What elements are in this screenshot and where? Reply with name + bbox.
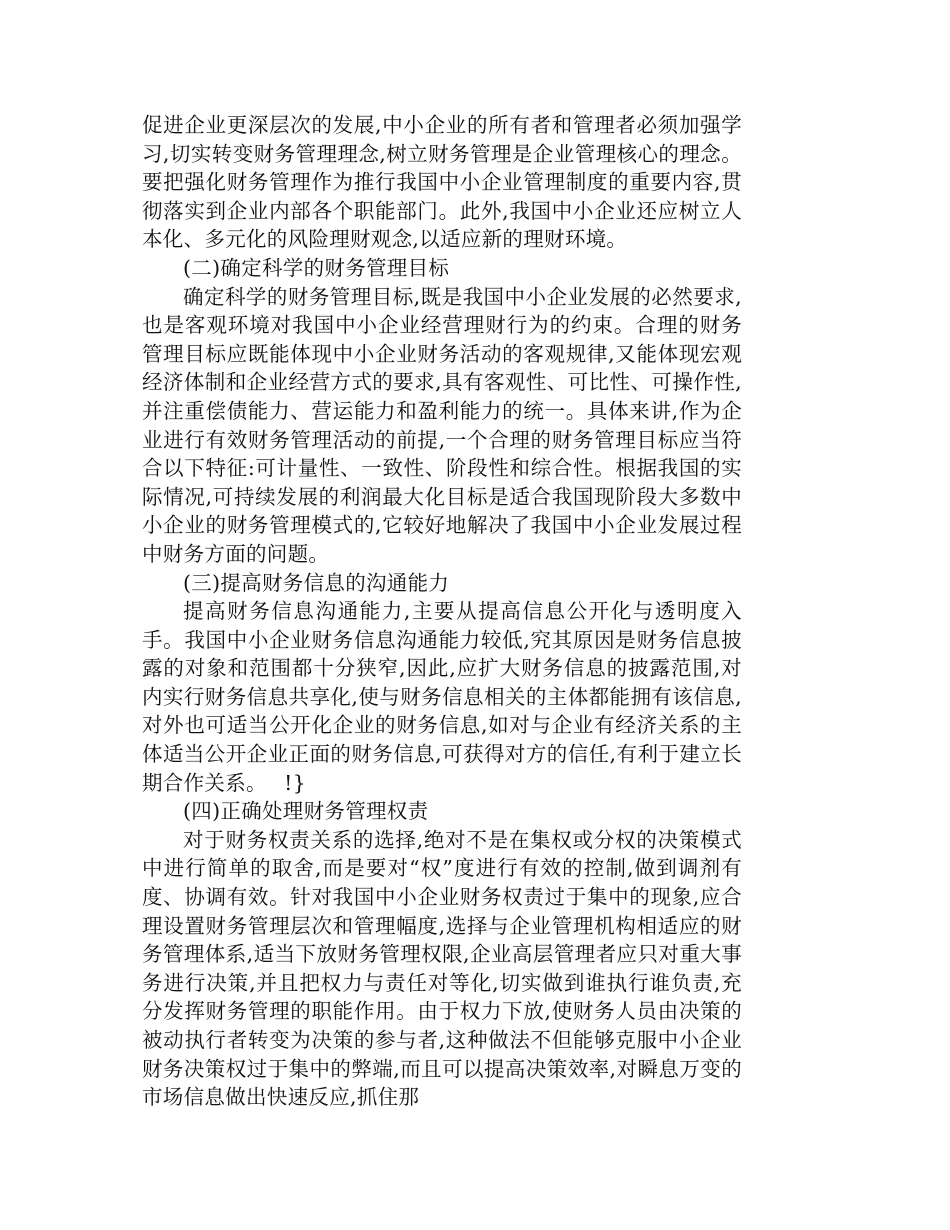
- section-heading-2: (二)确定科学的财务管理目标: [183, 255, 450, 280]
- section-heading-3: (三)提高财务信息的沟通能力: [183, 570, 450, 595]
- section-heading-4: (四)正确处理财务管理权责: [183, 799, 429, 824]
- document-page: [142, 111, 742, 1112]
- paragraph-section-3: 提高财务信息沟通能力,主要从提高信息公开化与透明度入手。我国中小企业财务信息沟通能力较低,究其原因是财务信息披露的对象和范围都十分狭窄,因此,应扩大财务信息的披露范围,对内实行财务信息共享化,使与财务信息相关的主体都能拥有该信息,对外也可适当公开化企业的财务信息,如对与企业有经济关系的主体适当公开企业正面的财务信息,可获得对方的信任,有利于建立长期合作关系。 !}: [142, 599, 742, 795]
- paragraph-section-2: 确定科学的财务管理目标,既是我国中小企业发展的必然要求,也是客观环境对我国中小企业经营理财行为的约束。合理的财务管理目标应既能体现中小企业财务活动的客观规律,又能体现宏观经济体制和企业经营方式的要求,具有客观性、可比性、可操作性,并注重偿债能力、营运能力和盈利能力的统一。具体来讲,作为企业进行有效财务管理活动的前提,一个合理的财务管理目标应当符合以下特征:可计量性、一致性、阶段性和综合性。根据我国的实际情况,可持续发展的利润最大化目标是适合我国现阶段大多数中小企业的财务管理模式的,它较好地解决了我国中小企业发展过程中财务方面的问题。: [142, 284, 742, 566]
- paragraph-intro-continued: 促进企业更深层次的发展,中小企业的所有者和管理者必须加强学习,切实转变财务管理理念,树立财务管理是企业管理核心的理念。要把强化财务管理作为推行我国中小企业管理制度的重要内容,贯彻落实到企业内部各个职能部门。此外,我国中小企业还应树立人本化、多元化的风险理财观念,以适应新的理财环境。: [142, 113, 742, 252]
- paragraph-section-4: 对于财务权责关系的选择,绝对不是在集权或分权的决策模式中进行简单的取舍,而是要对“权”度进行有效的控制,做到调剂有度、协调有效。针对我国中小企业财务权责过于集中的现象,应合理设置财务管理层次和管理幅度,选择与企业管理机构相适应的财务管理体系,适当下放财务管理权限,企业高层管理者应只对重大事务进行决策,并且把权力与责任对等化,切实做到谁执行谁负责,充分发挥财务管理的职能作用。由于权力下放,使财务人员由决策的被动执行者转变为决策的参与者,这种做法不但能够克服中小企业财务决策权过于集中的弊端,而且可以提高决策效率,对瞬息万变的市场信息做出快速反应,抓住那: [142, 827, 742, 1110]
